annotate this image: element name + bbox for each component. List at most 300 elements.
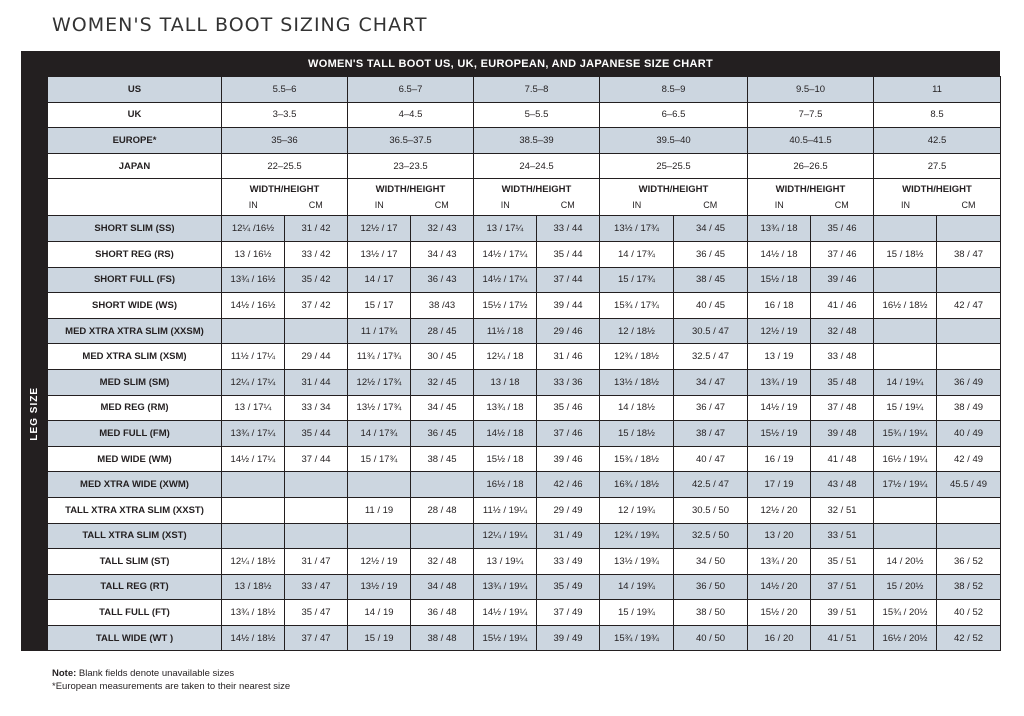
size-cell: 40.5–41.5: [748, 128, 874, 154]
cm-cell: 32.5 / 50: [674, 523, 748, 549]
cm-cell: [285, 318, 348, 344]
cm-cell: 39 / 51: [811, 600, 874, 626]
cm-cell: 37 / 46: [537, 421, 600, 447]
inch-cell: 14½ / 17¼: [474, 241, 537, 267]
leg-size-row: [22, 318, 1001, 344]
size-cell: 5.5–6: [222, 77, 348, 103]
cm-cell: 34 / 45: [674, 216, 748, 242]
cm-cell: 28 / 48: [411, 497, 474, 523]
cm-cell: 31 / 47: [285, 549, 348, 575]
size-cell: 35–36: [222, 128, 348, 154]
cm-cell: 34 / 43: [411, 241, 474, 267]
inch-cell: 12½ / 20: [748, 497, 811, 523]
cm-cell: 37 / 44: [537, 267, 600, 293]
inch-cell: 12¼ / 18: [474, 344, 537, 370]
cm-cell: 32 / 48: [811, 318, 874, 344]
cm-cell: 37 / 51: [811, 574, 874, 600]
inch-cell: 12½ / 17¾: [348, 369, 411, 395]
size-cell: 6–6.5: [600, 102, 748, 128]
inch-cell: 13½ / 17: [348, 241, 411, 267]
inch-cell: 14 / 17: [348, 267, 411, 293]
cm-cell: 32 / 48: [411, 549, 474, 575]
inch-cell: 13 / 19¼: [474, 549, 537, 575]
inch-cell: 12¼ /16½: [222, 216, 285, 242]
size-cell: 26–26.5: [748, 153, 874, 179]
cm-cell: 40 / 49: [937, 421, 1001, 447]
inch-cell: 16¾ / 18½: [600, 472, 674, 498]
inch-cell: 13½ / 19¾: [600, 549, 674, 575]
note-text: Blank fields denote unavailable sizes: [76, 668, 235, 679]
cm-cell: 31 / 46: [537, 344, 600, 370]
size-cell: 42.5: [874, 128, 1001, 154]
inch-cell: 15¾ / 19¼: [874, 421, 937, 447]
inch-cell: [222, 523, 285, 549]
unit-cm-label: CM: [560, 200, 575, 211]
cm-cell: 39 / 44: [537, 293, 600, 319]
size-cell: 8.5: [874, 102, 1001, 128]
cm-cell: 37 / 44: [285, 446, 348, 472]
cm-cell: 36 / 50: [674, 574, 748, 600]
inch-cell: 13¾ / 19¼: [474, 574, 537, 600]
cm-cell: 40 / 45: [674, 293, 748, 319]
inch-cell: 13½ / 17¾: [600, 216, 674, 242]
cm-cell: 37 / 48: [811, 395, 874, 421]
width-height-header: [874, 179, 1001, 216]
conversion-row: [22, 77, 1001, 103]
inch-cell: 13¾ / 16½: [222, 267, 285, 293]
leg-size-row: [22, 574, 1001, 600]
unit-in-label: IN: [632, 200, 642, 211]
inch-cell: 12¾ / 19¾: [600, 523, 674, 549]
inch-cell: 13¾ / 18: [748, 216, 811, 242]
cm-cell: 40 / 50: [674, 625, 748, 651]
inch-cell: 14 / 20½: [874, 549, 937, 575]
inch-cell: 15¾ / 17¾: [600, 293, 674, 319]
inch-cell: [222, 472, 285, 498]
inch-cell: 13¾ / 19: [748, 369, 811, 395]
cm-cell: 33 / 42: [285, 241, 348, 267]
cm-cell: [285, 497, 348, 523]
cm-cell: 34 / 47: [674, 369, 748, 395]
inch-cell: 15¾ / 19¾: [600, 625, 674, 651]
inch-cell: [222, 497, 285, 523]
row-label: TALL XTRA SLIM (XST): [48, 523, 222, 549]
row-label: SHORT SLIM (SS): [48, 216, 222, 242]
cm-cell: 37 / 46: [811, 241, 874, 267]
size-cell: 22–25.5: [222, 153, 348, 179]
inch-cell: 13 / 19: [748, 344, 811, 370]
inch-cell: 13 / 18: [474, 369, 537, 395]
inch-cell: 16½ / 19¼: [874, 446, 937, 472]
cm-cell: 35 / 44: [285, 421, 348, 447]
leg-size-side: [22, 179, 48, 651]
cm-cell: 35 / 48: [811, 369, 874, 395]
unit-cm-label: CM: [961, 200, 976, 211]
leg-size-row: [22, 497, 1001, 523]
cm-cell: [285, 472, 348, 498]
cm-cell: 30 / 45: [411, 344, 474, 370]
cm-cell: 29 / 44: [285, 344, 348, 370]
cm-cell: 39 / 46: [537, 446, 600, 472]
cm-cell: [285, 523, 348, 549]
row-label: TALL REG (RT): [48, 574, 222, 600]
inch-cell: 15 / 17¾: [348, 446, 411, 472]
inch-cell: [874, 344, 937, 370]
inch-cell: 12½ / 17: [348, 216, 411, 242]
inch-cell: 16 / 20: [748, 625, 811, 651]
cm-cell: 35 / 44: [537, 241, 600, 267]
inch-cell: 12¼ / 18½: [222, 549, 285, 575]
inch-cell: [874, 216, 937, 242]
inch-cell: 14½ / 19: [748, 395, 811, 421]
inch-cell: 16 / 18: [748, 293, 811, 319]
cm-cell: 34 / 50: [674, 549, 748, 575]
cm-cell: 35 / 42: [285, 267, 348, 293]
unit-in-label: IN: [374, 200, 384, 211]
size-table: [21, 76, 1001, 651]
inch-cell: [348, 472, 411, 498]
cm-cell: 32 / 51: [811, 497, 874, 523]
inch-cell: [874, 267, 937, 293]
inch-cell: 15¾ / 20½: [874, 600, 937, 626]
side-bar: [22, 153, 48, 179]
width-height-label: WIDTH/HEIGHT: [249, 184, 320, 196]
unit-cm-label: CM: [834, 200, 849, 211]
inch-cell: 11¾ / 17¾: [348, 344, 411, 370]
inch-cell: 15 / 18½: [600, 421, 674, 447]
inch-cell: 13½ / 18½: [600, 369, 674, 395]
cm-cell: 45.5 / 49: [937, 472, 1001, 498]
inch-cell: 12¾ / 18½: [600, 344, 674, 370]
inch-cell: [874, 497, 937, 523]
cm-cell: 38 / 47: [937, 241, 1001, 267]
cm-cell: 36 / 45: [411, 421, 474, 447]
leg-size-row: [22, 369, 1001, 395]
cm-cell: 31 / 49: [537, 523, 600, 549]
cm-cell: 35 / 51: [811, 549, 874, 575]
unit-in-label: IN: [901, 200, 910, 211]
leg-size-row: [22, 293, 1001, 319]
cm-cell: 36 / 45: [674, 241, 748, 267]
inch-cell: 11 / 19: [348, 497, 411, 523]
side-bar: [22, 128, 48, 154]
inch-cell: 13¾ / 18: [474, 395, 537, 421]
side-bar: [22, 77, 48, 103]
inch-cell: 13½ / 17¾: [348, 395, 411, 421]
inch-cell: 15½ / 18: [748, 267, 811, 293]
cm-cell: 35 / 46: [537, 395, 600, 421]
inch-cell: 14 / 17¾: [348, 421, 411, 447]
inch-cell: 14½ / 19¼: [474, 600, 537, 626]
inch-cell: 13 / 16½: [222, 241, 285, 267]
cm-cell: 36 / 43: [411, 267, 474, 293]
inch-cell: 12½ / 19: [348, 549, 411, 575]
inch-cell: 15½ / 19: [748, 421, 811, 447]
row-label: MED FULL (FM): [48, 421, 222, 447]
inch-cell: 12¼ / 19¼: [474, 523, 537, 549]
row-label: US: [48, 77, 222, 103]
inch-cell: 15½ / 19¼: [474, 625, 537, 651]
inch-cell: 13¾ / 17¼: [222, 421, 285, 447]
cm-cell: 32 / 43: [411, 216, 474, 242]
inch-cell: 13½ / 19: [348, 574, 411, 600]
cm-cell: 35 / 47: [285, 600, 348, 626]
inch-cell: 11 / 17¾: [348, 318, 411, 344]
inch-cell: 12¼ / 17¼: [222, 369, 285, 395]
cm-cell: 38 /43: [411, 293, 474, 319]
size-cell: 25–25.5: [600, 153, 748, 179]
row-label: SHORT WIDE (WS): [48, 293, 222, 319]
inch-cell: 16 / 19: [748, 446, 811, 472]
leg-size-row: [22, 216, 1001, 242]
inch-cell: [874, 523, 937, 549]
size-cell: 7.5–8: [474, 77, 600, 103]
cm-cell: 38 / 47: [674, 421, 748, 447]
inch-cell: 14½ / 16½: [222, 293, 285, 319]
size-cell: 36.5–37.5: [348, 128, 474, 154]
inch-cell: 15¾ / 18½: [600, 446, 674, 472]
inch-cell: 15 / 19: [348, 625, 411, 651]
conversion-row: [22, 128, 1001, 154]
cm-cell: 29 / 49: [537, 497, 600, 523]
row-label: SHORT REG (RS): [48, 241, 222, 267]
size-cell: 7–7.5: [748, 102, 874, 128]
cm-cell: 36 / 47: [674, 395, 748, 421]
width-height-label: WIDTH/HEIGHT: [638, 184, 709, 196]
cm-cell: 35 / 46: [811, 216, 874, 242]
chart-banner: WOMEN'S TALL BOOT US, UK, EUROPEAN, AND JAPANESE SIZE CHART: [21, 51, 1000, 76]
cm-cell: 36 / 48: [411, 600, 474, 626]
cm-cell: 34 / 45: [411, 395, 474, 421]
row-label: MED REG (RM): [48, 395, 222, 421]
cm-cell: 33 / 44: [537, 216, 600, 242]
cm-cell: [937, 523, 1001, 549]
cm-cell: 30.5 / 50: [674, 497, 748, 523]
inch-cell: 16½ / 18½: [874, 293, 937, 319]
side-bar: [22, 102, 48, 128]
leg-size-row: [22, 267, 1001, 293]
size-cell: 6.5–7: [348, 77, 474, 103]
leg-size-label: LEG SIZE: [29, 386, 40, 441]
row-label: UK: [48, 102, 222, 128]
row-label: EUROPE*: [48, 128, 222, 154]
cm-cell: 42 / 52: [937, 625, 1001, 651]
cm-cell: [411, 472, 474, 498]
width-height-header: [348, 179, 474, 216]
size-cell: 8.5–9: [600, 77, 748, 103]
cm-cell: 42 / 49: [937, 446, 1001, 472]
leg-size-row: [22, 421, 1001, 447]
cm-cell: 39 / 46: [811, 267, 874, 293]
inch-cell: 14½ / 18½: [222, 625, 285, 651]
inch-cell: 11½ / 19¼: [474, 497, 537, 523]
inch-cell: 15 / 20½: [874, 574, 937, 600]
cm-cell: [937, 497, 1001, 523]
cm-cell: 35 / 49: [537, 574, 600, 600]
row-label: MED XTRA WIDE (XWM): [48, 472, 222, 498]
cm-cell: 37 / 42: [285, 293, 348, 319]
cm-cell: 41 / 48: [811, 446, 874, 472]
size-cell: 39.5–40: [600, 128, 748, 154]
width-height-header-row: [22, 179, 1001, 216]
width-height-header: [474, 179, 600, 216]
cm-cell: 33 / 36: [537, 369, 600, 395]
cm-cell: 31 / 42: [285, 216, 348, 242]
inch-cell: 15 / 17: [348, 293, 411, 319]
cm-cell: 43 / 48: [811, 472, 874, 498]
row-label: SHORT FULL (FS): [48, 267, 222, 293]
cm-cell: [937, 344, 1001, 370]
notes: [52, 667, 290, 693]
page-title: WOMEN'S TALL BOOT SIZING CHART: [52, 14, 428, 36]
leg-size-row: [22, 241, 1001, 267]
unit-in-label: IN: [500, 200, 510, 211]
cm-cell: 39 / 48: [811, 421, 874, 447]
inch-cell: 14½ / 17¼: [222, 446, 285, 472]
inch-cell: 14 / 17¾: [600, 241, 674, 267]
inch-cell: 16½ / 18: [474, 472, 537, 498]
unit-in-label: IN: [248, 200, 258, 211]
cm-cell: 41 / 46: [811, 293, 874, 319]
inch-cell: 13 / 20: [748, 523, 811, 549]
cm-cell: 32 / 45: [411, 369, 474, 395]
row-label: JAPAN: [48, 153, 222, 179]
inch-cell: 15 / 17¾: [600, 267, 674, 293]
cm-cell: 41 / 51: [811, 625, 874, 651]
cm-cell: 33 / 47: [285, 574, 348, 600]
inch-cell: 13¾ / 18½: [222, 600, 285, 626]
row-label: MED XTRA XTRA SLIM (XXSM): [48, 318, 222, 344]
inch-cell: 13 / 17¼: [474, 216, 537, 242]
cm-cell: 36 / 52: [937, 549, 1001, 575]
cm-cell: [937, 216, 1001, 242]
cm-cell: 38 / 50: [674, 600, 748, 626]
size-cell: 27.5: [874, 153, 1001, 179]
header-blank: [48, 179, 222, 216]
inch-cell: 15 / 18½: [874, 241, 937, 267]
inch-cell: 13¾ / 20: [748, 549, 811, 575]
cm-cell: 36 / 49: [937, 369, 1001, 395]
cm-cell: 38 / 48: [411, 625, 474, 651]
cm-cell: 34 / 48: [411, 574, 474, 600]
width-height-label: WIDTH/HEIGHT: [501, 184, 572, 196]
size-cell: 4–4.5: [348, 102, 474, 128]
inch-cell: 14½ / 20: [748, 574, 811, 600]
inch-cell: 12 / 19¾: [600, 497, 674, 523]
cm-cell: 38 / 49: [937, 395, 1001, 421]
width-height-label: WIDTH/HEIGHT: [375, 184, 446, 196]
inch-cell: [874, 318, 937, 344]
inch-cell: 14 / 18½: [600, 395, 674, 421]
unit-cm-label: CM: [308, 200, 323, 211]
row-label: TALL XTRA XTRA SLIM (XXST): [48, 497, 222, 523]
cm-cell: 28 / 45: [411, 318, 474, 344]
cm-cell: 33 / 51: [811, 523, 874, 549]
row-label: MED WIDE (WM): [48, 446, 222, 472]
size-cell: 3–3.5: [222, 102, 348, 128]
cm-cell: 37 / 47: [285, 625, 348, 651]
leg-size-row: [22, 446, 1001, 472]
inch-cell: 14½ / 18: [748, 241, 811, 267]
size-cell: 11: [874, 77, 1001, 103]
cm-cell: 38 / 45: [674, 267, 748, 293]
inch-cell: [222, 318, 285, 344]
conversion-row: [22, 102, 1001, 128]
conversion-row: [22, 153, 1001, 179]
cm-cell: 39 / 49: [537, 625, 600, 651]
inch-cell: 17½ / 19¼: [874, 472, 937, 498]
footnote: *European measurements are taken to their nearest size: [52, 681, 291, 692]
inch-cell: 14 / 19: [348, 600, 411, 626]
cm-cell: 32.5 / 47: [674, 344, 748, 370]
leg-size-row: [22, 523, 1001, 549]
leg-size-row: [22, 600, 1001, 626]
note-line: [52, 667, 290, 680]
inch-cell: 15 / 19¾: [600, 600, 674, 626]
size-cell: 5–5.5: [474, 102, 600, 128]
row-label: TALL SLIM (ST): [48, 549, 222, 575]
cm-cell: 40 / 47: [674, 446, 748, 472]
inch-cell: [348, 523, 411, 549]
leg-size-row: [22, 395, 1001, 421]
inch-cell: 15½ / 20: [748, 600, 811, 626]
unit-cm-label: CM: [434, 200, 449, 211]
cm-cell: 33 / 48: [811, 344, 874, 370]
leg-size-row: [22, 344, 1001, 370]
cm-cell: 31 / 44: [285, 369, 348, 395]
inch-cell: 15½ / 18: [474, 446, 537, 472]
leg-size-row: [22, 625, 1001, 651]
cm-cell: 38 / 52: [937, 574, 1001, 600]
size-cell: 23–23.5: [348, 153, 474, 179]
size-chart: [21, 51, 1000, 644]
cm-cell: [411, 523, 474, 549]
cm-cell: 42 / 46: [537, 472, 600, 498]
cm-cell: [937, 318, 1001, 344]
row-label: TALL FULL (FT): [48, 600, 222, 626]
inch-cell: 13 / 18½: [222, 574, 285, 600]
width-height-label: WIDTH/HEIGHT: [775, 184, 846, 196]
inch-cell: 13 / 17¼: [222, 395, 285, 421]
size-cell: 24–24.5: [474, 153, 600, 179]
width-height-header: [748, 179, 874, 216]
width-height-label: WIDTH/HEIGHT: [902, 184, 972, 196]
inch-cell: 12 / 18½: [600, 318, 674, 344]
inch-cell: 11½ / 18: [474, 318, 537, 344]
size-cell: 38.5–39: [474, 128, 600, 154]
cm-cell: 42.5 / 47: [674, 472, 748, 498]
cm-cell: [937, 267, 1001, 293]
leg-size-row: [22, 549, 1001, 575]
width-height-header: [222, 179, 348, 216]
row-label: TALL WIDE (WT ): [48, 625, 222, 651]
cm-cell: 40 / 52: [937, 600, 1001, 626]
inch-cell: 14½ / 18: [474, 421, 537, 447]
inch-cell: 15½ / 17½: [474, 293, 537, 319]
inch-cell: 12½ / 19: [748, 318, 811, 344]
inch-cell: 11½ / 17¼: [222, 344, 285, 370]
inch-cell: 17 / 19: [748, 472, 811, 498]
inch-cell: 15 / 19¼: [874, 395, 937, 421]
inch-cell: 16½ / 20½: [874, 625, 937, 651]
cm-cell: 38 / 45: [411, 446, 474, 472]
inch-cell: 14½ / 17¼: [474, 267, 537, 293]
size-table-body: [22, 77, 1001, 651]
unit-cm-label: CM: [703, 200, 718, 211]
note-label: Note:: [52, 668, 77, 679]
cm-cell: 37 / 49: [537, 600, 600, 626]
inch-cell: 14 / 19¼: [874, 369, 937, 395]
